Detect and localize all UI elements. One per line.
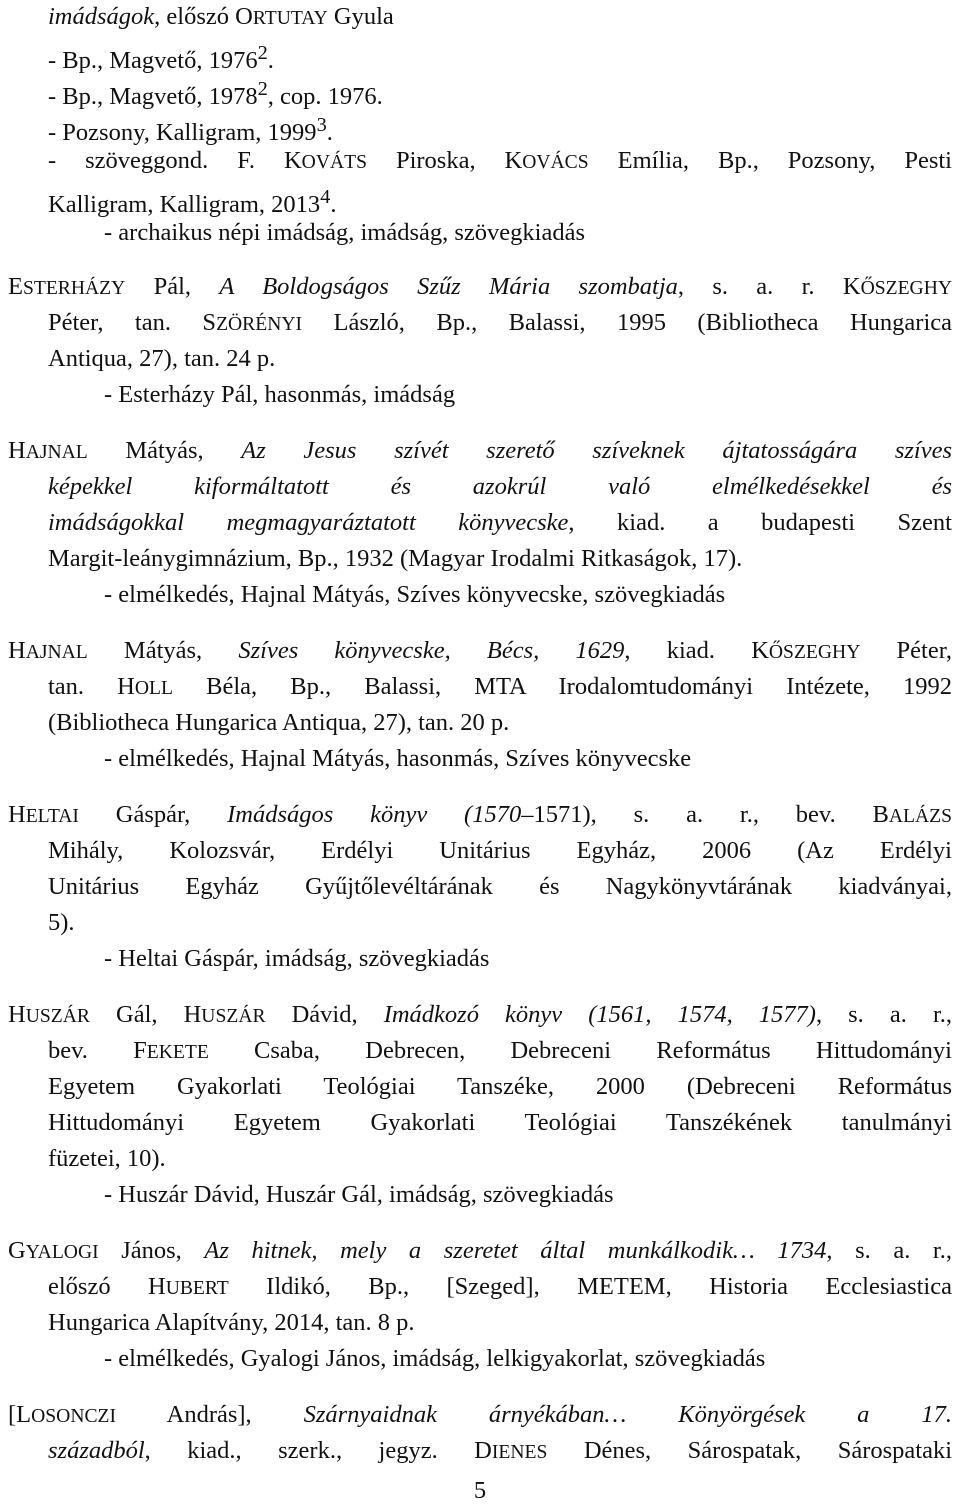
entry-line: Hungarica Alapítvány, 2014, tan. 8 p. — [48, 1309, 415, 1336]
edition-line: - Pozsony, Kalligram, 1999$^3$. — [48, 114, 333, 147]
entry-line: füzetei, 10). — [48, 1145, 166, 1172]
entry-line: GYALOGI János, Az hitnek, mely a szeretet által munkálkodik… 1734, s. a. r., — [8, 1237, 952, 1264]
entry-line: Péter, tan. SZÖRÉNYI László, Bp., Balassi, 1995 (Bibliotheca Hungarica — [48, 309, 952, 336]
entry-line: 5). — [48, 909, 75, 936]
entry-line: előszó HUBERT Ildikó, Bp., [Szeged], METEM, Historia Ecclesiastica — [48, 1273, 952, 1300]
entry-line: [LOSONCZI András], Szárnyaidnak árnyékában… Könyörgések a 17. — [8, 1401, 952, 1428]
entry-line: Egyetem Gyakorlati Teológiai Tanszéke, 2000 (Debreceni Református — [48, 1073, 952, 1100]
entry-line: imádságok, előszó ORTUTAY Gyula — [48, 3, 394, 30]
entry-line: Hittudományi Egyetem Gyakorlati Teológiai Tanszékének tanulmányi — [48, 1109, 952, 1136]
edition-line: Kalligram, Kalligram, 2013$^4$. — [48, 186, 337, 219]
entry-line: HAJNAL Mátyás, Szíves könyvecske, Bécs, 1629, kiad. KŐSZEGHY Péter, — [8, 637, 953, 664]
keywords-line: - Huszár Dávid, Huszár Gál, imádság, szövegkiadás — [104, 1181, 614, 1208]
entry-line: HELTAI Gáspár, Imádságos könyv (1570–1571), s. a. r., bev. BALÁZS — [8, 801, 952, 828]
entry-line: (Bibliotheca Hungarica Antiqua, 27), tan. 20 p. — [48, 709, 510, 736]
entry-line: HUSZÁR Gál, HUSZÁR Dávid, Imádkozó könyv (1561, 1574, 1577), s. a. r., — [8, 1001, 953, 1028]
keywords-line: - elmélkedés, Gyalogi János, imádság, lelkigyakorlat, szövegkiadás — [104, 1345, 766, 1372]
entry-line: Antiqua, 27), tan. 24 p. — [48, 345, 276, 372]
entry-line: tan. HOLL Béla, Bp., Balassi, MTA Irodalomtudományi Intézete, 1992 — [48, 673, 953, 700]
entry-line: ESTERHÁZY Pál, A Boldogságos Szűz Mária szombatja, s. a. r. KŐSZEGHY — [8, 273, 952, 300]
entry-line: Mihály, Kolozsvár, Erdélyi Unitárius Egyház, 2006 (Az Erdélyi — [48, 837, 952, 864]
entry-line: HAJNAL Mátyás, Az Jesus szívét szerető szíveknek ájtatosságára szíves — [8, 437, 952, 464]
keywords-line: - Esterházy Pál, hasonmás, imádság — [104, 381, 456, 408]
entry-line: imádságokkal megmagyaráztatott könyvecske, kiad. a budapesti Szent — [48, 509, 952, 536]
edition-line: - Bp., Magvető, 1976$^2$. — [48, 42, 274, 75]
keywords-line: - archaikus népi imádság, imádság, szövegkiadás — [104, 219, 586, 246]
keywords-line: - elmélkedés, Hajnal Mátyás, hasonmás, Szíves könyvecske — [104, 745, 692, 772]
entry-line: képekkel kiformáltatott és azokrúl való elmélkedésekkel és — [48, 473, 952, 500]
entry-line: századból, kiad., szerk., jegyz. DIENES Dénes, Sárospatak, Sárospataki — [48, 1437, 953, 1464]
keywords-line: - Heltai Gáspár, imádság, szövegkiadás — [104, 945, 490, 972]
keywords-line: - elmélkedés, Hajnal Mátyás, Szíves könyvecske, szövegkiadás — [104, 581, 726, 608]
edition-line: - szöveggond. F. KOVÁTS Piroska, KOVÁCS Emília, Bp., Pozsony, Pesti — [48, 147, 952, 174]
entry-line: Margit-leánygimnázium, Bp., 1932 (Magyar Irodalmi Ritkaságok, 17). — [48, 545, 743, 572]
entry-line: Unitárius Egyház Gyűjtőlevéltárának és Nagykönyvtárának kiadványai, — [48, 873, 952, 900]
entry-line: bev. FEKETE Csaba, Debrecen, Debreceni Református Hittudományi — [48, 1037, 952, 1064]
edition-line: - Bp., Magvető, 1978$^2$, cop. 1976. — [48, 78, 383, 111]
page-number: 5 — [473, 1477, 487, 1504]
